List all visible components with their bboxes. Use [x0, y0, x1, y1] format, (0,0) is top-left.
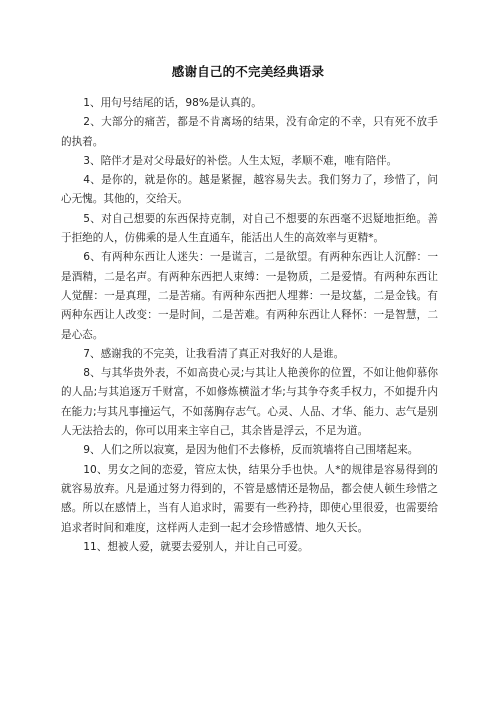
paragraph-2: 2、大部分的痛苦，都是不肯离场的结果，没有命定的不幸，只有死不放手的执着。 — [61, 116, 438, 148]
paragraph-4: 4、是你的，就是你的。越是紧握，越容易失去。我们努力了，珍惜了，问心无愧。其他的，交给天。 — [61, 174, 438, 206]
paragraph-5: 5、对自己想要的东西保持克制，对自己不想要的东西毫不迟疑地拒绝。善于拒绝的人，仿佛乘的是人生直通车，能活出人生的高效率与更精*。 — [61, 212, 438, 245]
document-title: 感谢自己的不完美经典语录 — [171, 64, 325, 79]
paragraph-8: 8、与其华贵外表，不如高贵心灵;与其让人艳羡你的位置，不如让他仰慕你的人品;与其追逐万千财富，不如修炼横溢才华;与其争夺炙手权力，不如提升内在能力;与其凡事撞运气，不如荡胸存志气。心灵、人品、才华、能力、志气是别人无法拾去的，你可以用来主宰自己，其余皆是浮云，不足为道。 — [61, 367, 438, 438]
paragraph-1: 1、用句号结尾的话，98%是认真的。 — [83, 97, 262, 109]
paragraph-7: 7、感谢我的不完美，让我看清了真正对我好的人是谁。 — [83, 347, 345, 360]
document-body — [61, 94, 438, 557]
paragraph-3: 3、陪伴才是对父母最好的补偿。人生太短，孝顺不难，唯有陪伴。 — [83, 154, 398, 167]
paragraph-10: 10、男女之间的恋爱，管应太快，结果分手也快。人*的规律是容易得到的就容易放弃。凡是通过努力得到的，不管是感情还是物品，都会使人顿生珍惜之感。所以在感情上，当有人追求时，需要有一些矜持，即使心里很爱，也需要给追求者时间和难度，这样两人走到一起才会珍惜感情、地久天长。 — [61, 463, 438, 534]
paragraph-11: 11、想被人爱，就要去爱别人，并让自己可爱。 — [83, 540, 309, 553]
paragraph-6: 6、有两种东西让人迷失：一是谎言，二是欲望。有两种东西让人沉醉：一是酒精，二是名声。有两种东西把人束缚：一是物质，二是爱情。有两种东西让人觉醒：一是真理，二是苦痛。有两种东西把人埋葬：一是坟墓，二是金钱。有两种东西让人改变：一是时间，二是苦难。有两种东西让人释怀：一是智慧，二是心态。 — [61, 251, 438, 341]
paragraph-9: 9、人们之所以寂寞，是因为他们不去修桥，反而筑墙将自己围堵起来。 — [83, 444, 419, 457]
